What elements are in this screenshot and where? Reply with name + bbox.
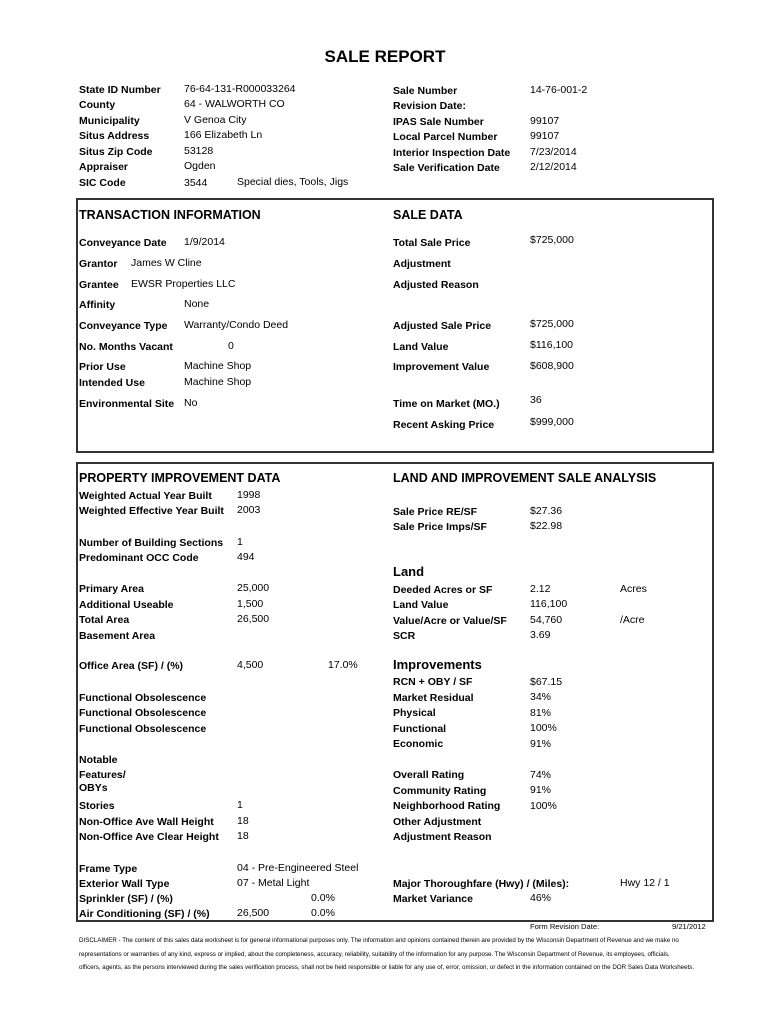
disclaimer-line-1: DISCLAIMER - The content of this sales data worksheet is for general informational purposes only. The information and opinions contained therein are provided by the Wisconsin Department of Revenue and we make no	[79, 937, 679, 944]
land-value-label: Land Value	[393, 341, 449, 353]
ipas-sale-number-value: 99107	[530, 115, 560, 127]
value-per-unit: /Acre	[620, 614, 645, 626]
functional-obsolescence-3: Functional Obsolescence	[79, 723, 207, 735]
primary-area-label: Primary Area	[79, 583, 144, 595]
market-variance-label: Market Variance	[393, 893, 473, 905]
recent-asking-label: Recent Asking Price	[393, 419, 495, 431]
intended-use-value: Machine Shop	[184, 376, 252, 388]
local-parcel-value: 99107	[530, 130, 560, 142]
county-value: 64 - WALWORTH CO	[184, 98, 285, 110]
sale-verification-value: 2/12/2014	[530, 161, 577, 173]
total-sale-price-value: $725,000	[530, 234, 574, 246]
property-heading: PROPERTY IMPROVEMENT DATA	[79, 471, 281, 485]
ac-percent: 0.0%	[311, 907, 335, 919]
transaction-heading: TRANSACTION INFORMATION	[79, 208, 261, 222]
analysis-land-value: 116,100	[530, 598, 568, 610]
sale-number-label: Sale Number	[393, 85, 458, 97]
appraiser-label: Appraiser	[79, 161, 129, 173]
weyb-label: Weighted Effective Year Built	[79, 505, 224, 517]
wall-height-value: 18	[237, 815, 249, 827]
disclaimer-line-3: officers, agents, as the persons interviewed during the sales verification process, shall not be held responsible or liable for any use of, error, omission, or defect in the information contained on the DOR Sales Data Worksheets.	[79, 964, 695, 971]
time-on-market-value: 36	[530, 394, 542, 406]
interior-inspection-label: Interior Inspection Date	[393, 147, 511, 159]
market-residual-value: 34%	[530, 691, 552, 703]
situs-zip-label: Situs Zip Code	[79, 146, 153, 158]
frame-type-value: 04 - Pre-Engineered Steel	[237, 862, 359, 874]
wayb-label: Weighted Actual Year Built	[79, 490, 212, 502]
office-area-percent: 17.0%	[328, 659, 358, 671]
recent-asking-value: $999,000	[530, 416, 574, 428]
thoroughfare-label: Major Thoroughfare (Hwy) / (Miles):	[393, 878, 570, 890]
economic-label: Economic	[393, 738, 444, 750]
price-imps-sf-label: Sale Price Imps/SF	[393, 521, 487, 533]
num-sections-value: 1	[237, 536, 243, 548]
grantor-value: James W Cline	[131, 257, 202, 269]
improvement-value-label: Improvement Value	[393, 361, 490, 373]
state-id-value: 76-64-131-R000033264	[184, 83, 296, 95]
grantee-label: Grantee	[79, 279, 119, 291]
months-vacant-value: 0	[228, 340, 234, 352]
environmental-label: Environmental Site	[79, 398, 175, 410]
market-residual-label: Market Residual	[393, 692, 474, 704]
adjustment-label: Adjustment	[393, 258, 451, 270]
analysis-heading: LAND AND IMPROVEMENT SALE ANALYSIS	[393, 471, 657, 485]
community-rating-label: Community Rating	[393, 785, 487, 797]
sprinkler-label: Sprinkler (SF) / (%)	[79, 893, 173, 905]
form-revision-date: 9/21/2012	[672, 922, 706, 931]
wayb-value: 1998	[237, 489, 261, 501]
local-parcel-label: Local Parcel Number	[393, 131, 498, 143]
price-re-sf-label: Sale Price RE/SF	[393, 506, 478, 518]
ipas-sale-number-label: IPAS Sale Number	[393, 116, 484, 128]
value-per-value: 54,760	[530, 614, 563, 626]
environmental-value: No	[184, 397, 198, 409]
adjusted-sale-price-value: $725,000	[530, 318, 574, 330]
prior-use-label: Prior Use	[79, 361, 126, 373]
thoroughfare-value: Hwy 12 / 1	[620, 877, 670, 889]
stories-value: 1	[237, 799, 243, 811]
price-imps-sf-value: $22.98	[530, 520, 563, 532]
clear-height-value: 18	[237, 830, 249, 842]
clear-height-label: Non-Office Ave Clear Height	[79, 831, 219, 843]
grantor-label: Grantor	[79, 258, 118, 270]
additional-useable-value: 1,500	[237, 598, 264, 610]
frame-type-label: Frame Type	[79, 863, 138, 875]
scr-value: 3.69	[530, 629, 551, 641]
community-rating-value: 91%	[530, 784, 552, 796]
deeded-acres-unit: Acres	[620, 583, 647, 595]
adjusted-sale-price-label: Adjusted Sale Price	[393, 320, 492, 332]
num-sections-label: Number of Building Sections	[79, 537, 224, 549]
disclaimer-line-2: representations or warranties of any kind, express or implied, about the completeness, accuracy, reliability, suitability of the information for any purpose. The Wisconsin Department of Revenue, its employees, officials,	[79, 951, 670, 958]
sic-code-label: SIC Code	[79, 177, 126, 189]
sale-data-heading: SALE DATA	[393, 208, 463, 222]
intended-use-label: Intended Use	[79, 377, 145, 389]
office-area-value: 4,500	[237, 659, 264, 671]
total-area-value: 26,500	[237, 613, 270, 625]
sale-verification-label: Sale Verification Date	[393, 162, 500, 174]
physical-label: Physical	[393, 707, 436, 719]
notable-label-line3: OBYs	[79, 782, 108, 794]
adjustment-reason-label: Adjustment Reason	[393, 831, 492, 843]
price-re-sf-value: $27.36	[530, 505, 563, 517]
functional-obsolescence-1: Functional Obsolescence	[79, 692, 207, 704]
municipality-label: Municipality	[79, 115, 140, 127]
sic-description: Special dies, Tools, Jigs	[237, 176, 349, 188]
revision-date-label: Revision Date:	[393, 100, 466, 112]
functional-obsolescence-2: Functional Obsolescence	[79, 707, 207, 719]
sic-code-value: 3544	[184, 177, 208, 189]
value-per-label: Value/Acre or Value/SF	[393, 615, 507, 627]
county-label: County	[79, 99, 116, 111]
conveyance-date-value: 1/9/2014	[184, 236, 225, 248]
deeded-acres-label: Deeded Acres or SF	[393, 584, 493, 596]
other-adjustment-label: Other Adjustment	[393, 816, 482, 828]
additional-useable-label: Additional Useable	[79, 599, 174, 611]
time-on-market-label: Time on Market (MO.)	[393, 398, 500, 410]
prior-use-value: Machine Shop	[184, 360, 252, 372]
conveyance-type-value: Warranty/Condo Deed	[184, 319, 289, 331]
overall-rating-label: Overall Rating	[393, 769, 465, 781]
conveyance-date-label: Conveyance Date	[79, 237, 167, 249]
exterior-wall-label: Exterior Wall Type	[79, 878, 170, 890]
neighborhood-rating-label: Neighborhood Rating	[393, 800, 501, 812]
overall-rating-value: 74%	[530, 769, 552, 781]
interior-inspection-value: 7/23/2014	[530, 146, 577, 158]
physical-value: 81%	[530, 707, 552, 719]
economic-value: 91%	[530, 738, 552, 750]
exterior-wall-value: 07 - Metal Light	[237, 877, 310, 889]
total-sale-price-label: Total Sale Price	[393, 237, 471, 249]
form-revision-label: Form Revision Date:	[530, 922, 600, 931]
analysis-land-value-label: Land Value	[393, 599, 449, 611]
adjusted-reason-label: Adjusted Reason	[393, 279, 479, 291]
weyb-value: 2003	[237, 504, 261, 516]
ac-sf-value: 26,500	[237, 907, 270, 919]
occ-code-value: 494	[237, 551, 255, 563]
improvement-value-value: $608,900	[530, 360, 574, 372]
situs-zip-value: 53128	[184, 145, 214, 157]
functional-label: Functional	[393, 723, 447, 735]
total-area-label: Total Area	[79, 614, 130, 626]
ac-label: Air Conditioning (SF) / (%)	[79, 908, 210, 920]
neighborhood-rating-value: 100%	[530, 800, 557, 812]
sprinkler-percent: 0.0%	[311, 892, 335, 904]
municipality-value: V Genoa City	[184, 114, 247, 126]
appraiser-value: Ogden	[184, 160, 216, 172]
office-area-label: Office Area (SF) / (%)	[79, 660, 184, 672]
wall-height-label: Non-Office Ave Wall Height	[79, 816, 214, 828]
state-id-label: State ID Number	[79, 84, 161, 96]
rcn-value: $67.15	[530, 676, 563, 688]
basement-area-label: Basement Area	[79, 630, 156, 642]
affinity-value: None	[184, 298, 210, 310]
sale-number-value: 14-76-001-2	[530, 84, 588, 96]
situs-address-value: 166 Elizabeth Ln	[184, 129, 263, 141]
primary-area-value: 25,000	[237, 582, 270, 594]
grantee-value: EWSR Properties LLC	[131, 278, 236, 290]
notable-label-line2: Features/	[79, 769, 126, 781]
functional-value: 100%	[530, 722, 557, 734]
page-title: SALE REPORT	[324, 47, 446, 66]
months-vacant-label: No. Months Vacant	[79, 341, 173, 353]
deeded-acres-value: 2.12	[530, 583, 551, 595]
improvements-heading: Improvements	[393, 657, 482, 672]
occ-code-label: Predominant OCC Code	[79, 552, 199, 564]
land-heading: Land	[393, 564, 425, 579]
affinity-label: Affinity	[79, 299, 116, 311]
situs-address-label: Situs Address	[79, 130, 150, 142]
conveyance-type-label: Conveyance Type	[79, 320, 168, 332]
stories-label: Stories	[79, 800, 115, 812]
rcn-label: RCN + OBY / SF	[393, 676, 473, 688]
notable-label-line1: Notable	[79, 754, 118, 766]
land-value-value: $116,100	[530, 339, 574, 351]
scr-label: SCR	[393, 630, 416, 642]
market-variance-value: 46%	[530, 892, 552, 904]
